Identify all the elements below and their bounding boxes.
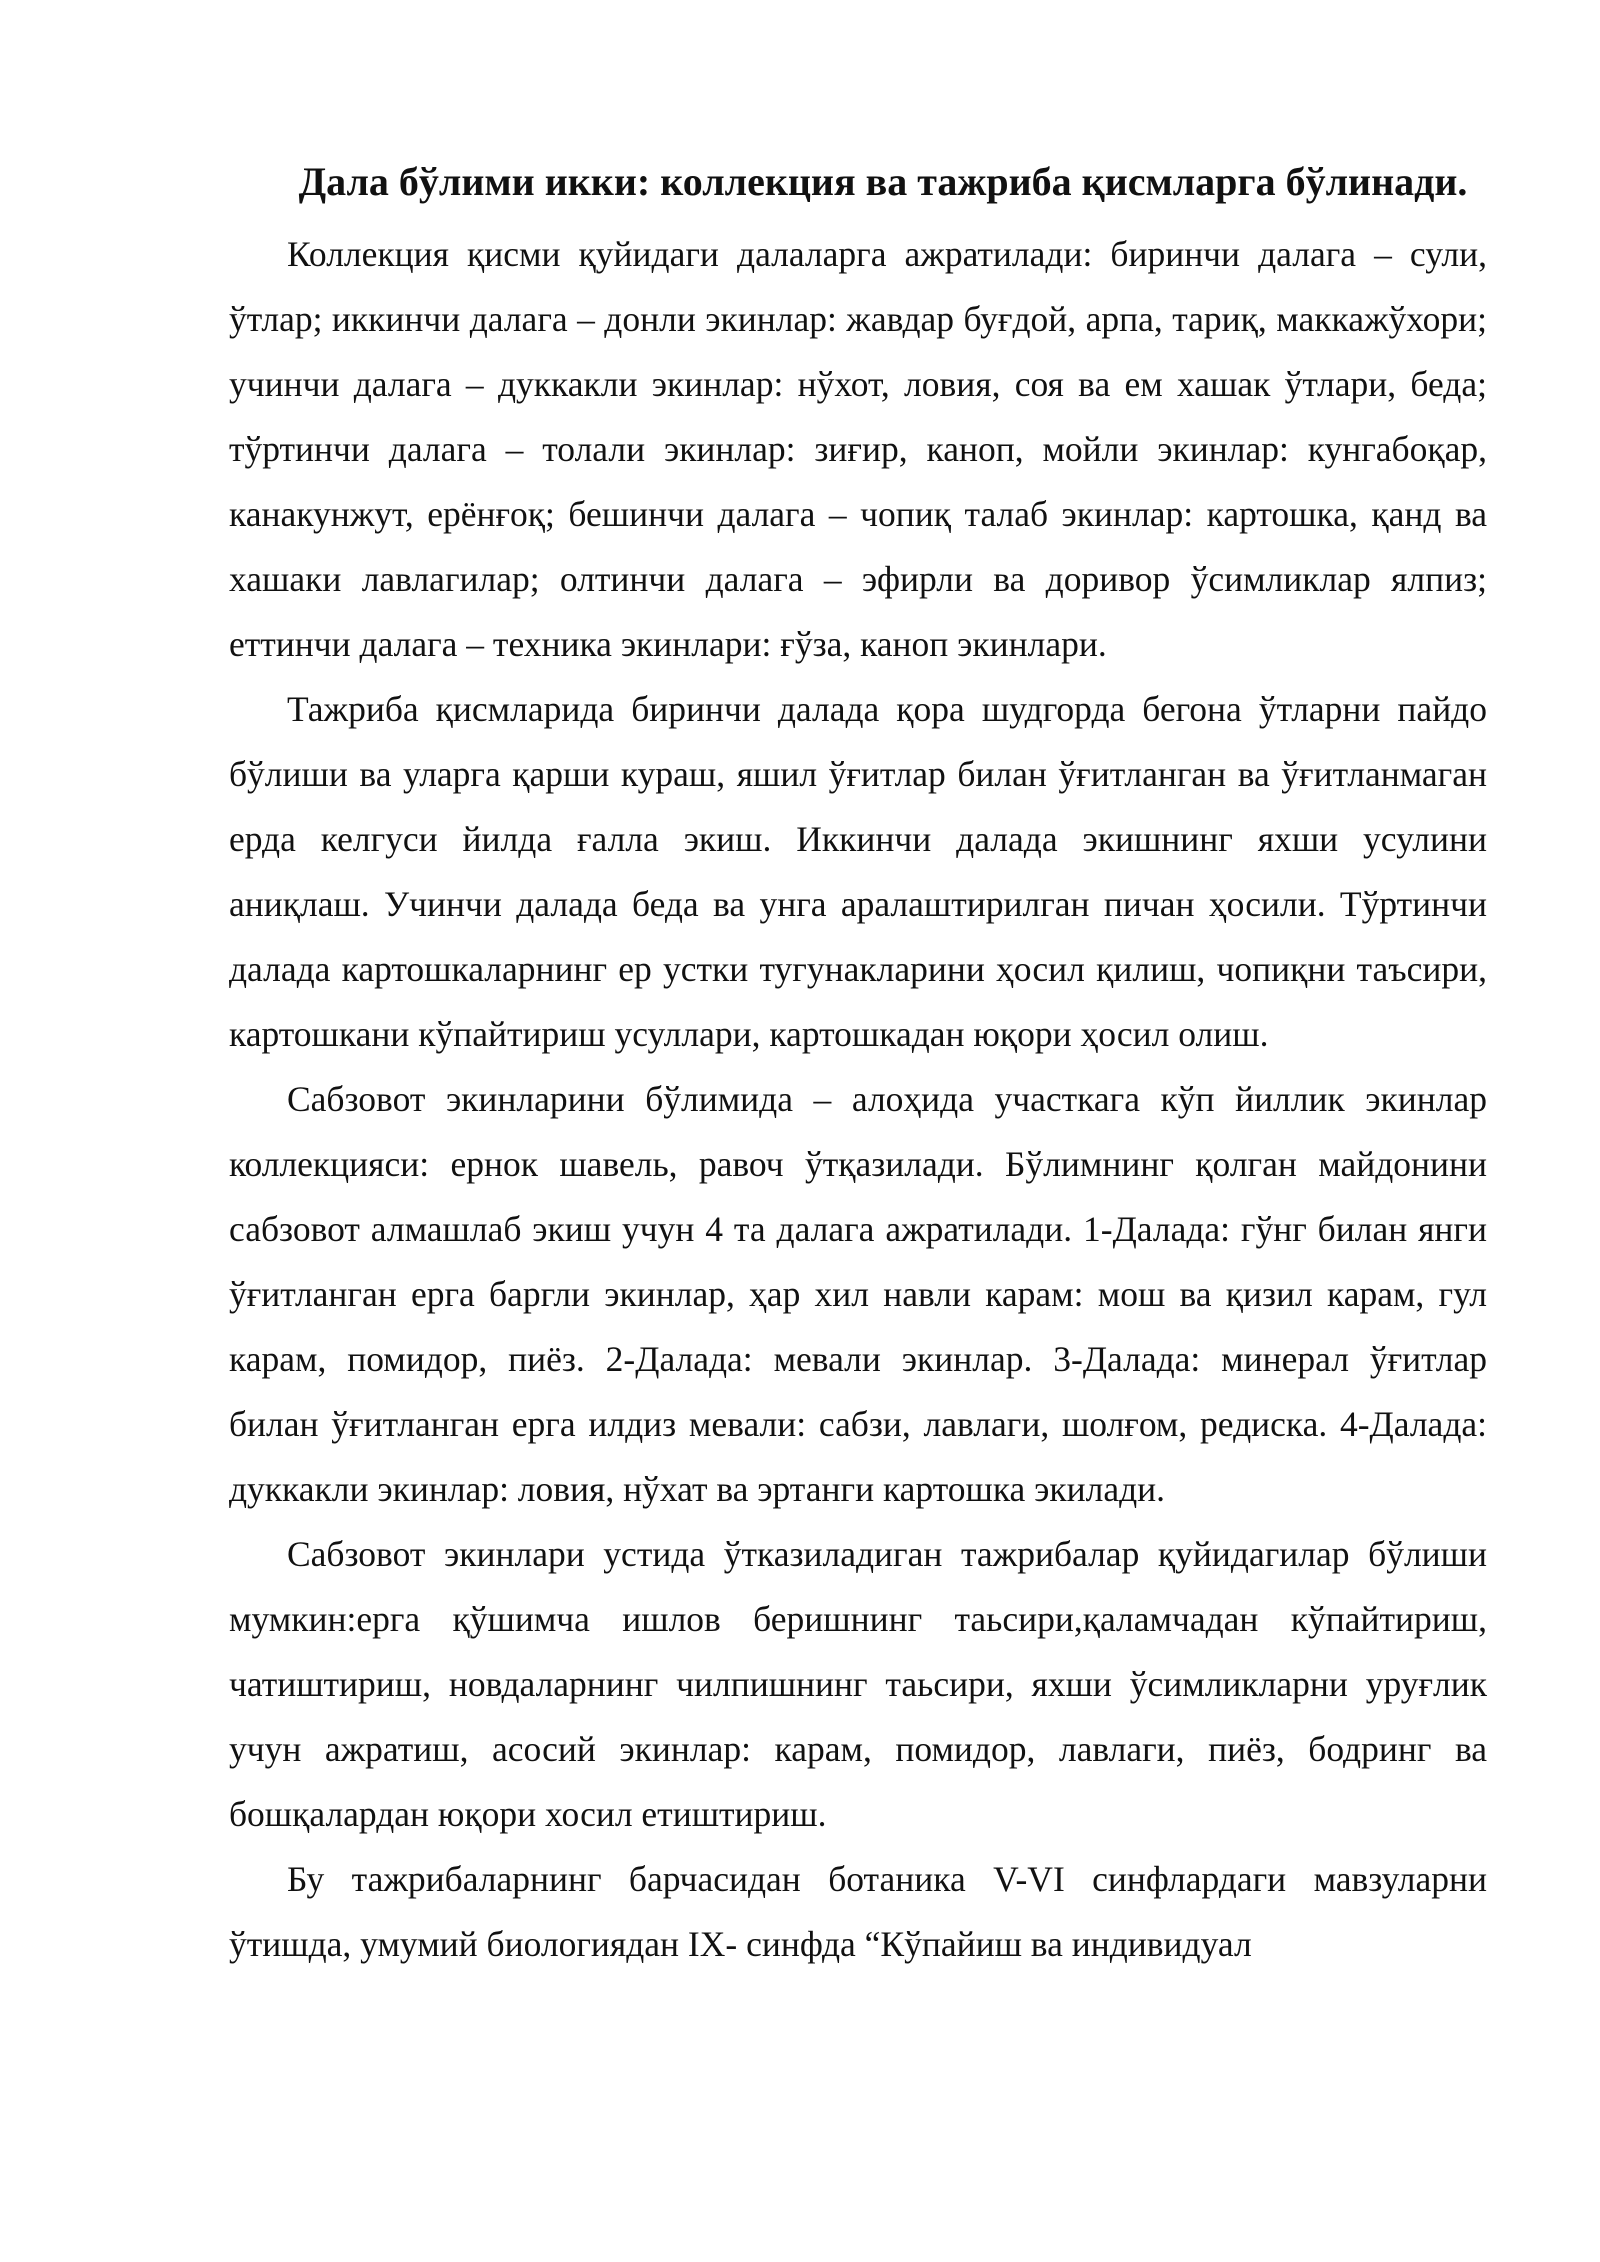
paragraph-collection-fields: Коллекция қисми қуйидаги далаларга ажратилади: биринчи далага – сули, ўтлар; иккинчи далага – донли экинлар: жавдар буғдой, арпа, тариқ, маккажўхори; учинчи далага – дуккакли экинлар: нўхот, ловия, соя ва ем хашак ўтлари, беда; тўртинчи далага – толали экинлар: зиғир, каноп, мойли экинлар: кунгабоқар, канакунжут, ерёнғоқ; бешинчи далага – чопиқ талаб экинлар: картошка, қанд ва хашаки лавлагилар; олтинчи далага – эфирли ва доривор ўсимликлар ялпиз; еттинчи далага – техника экинлари: ғўза, каноп экинлари. — [229, 234, 1487, 664]
document-body — [229, 148, 1487, 1977]
document-title: Дала бўлими икки: коллекция ва тажриба қисмларга бўлинади. — [298, 159, 1468, 204]
paragraph-experiment-fields: Тажриба қисмларида биринчи далада қора шудгорда бегона ўтларни пайдо бўлиши ва уларга қарши кураш, яшил ўғитлар билан ўғитланган ва ўғитланмаган ерда келгуси йилда ғалла экиш. Иккинчи далада экишнинг яхши усулини аниқлаш. Учинчи далада беда ва унга аралаштирилган пичан ҳосили. Тўртинчи далада картошкаларнинг ер устки тугунакларини ҳосил қилиш, чопиқни таъсири, картошкани кўпайтириш усуллари, картошкадан юқори ҳосил олиш. — [229, 689, 1487, 1054]
paragraph-vegetable-experiments: Сабзовот экинлари устида ўтказиладиган тажрибалар қуйидагилар бўлиши мумкин:ерга қўшимча ишлов беришнинг таьсири,қаламчадан кўпайтириш, чатиштириш, новдаларнинг чилпишнинг таьсири, яхши ўсимликларни уруғлик учун ажратиш, асосий экинлар: карам, помидор, лавлаги, пиёз, бодринг ва бошқалардан юқори хосил етиштириш. — [229, 1534, 1487, 1834]
paragraph-school-usage: Бу тажрибаларнинг барчасидан ботаника V-VI синфлардаги мавзуларни ўтишда, умумий биологиядан IX- синфда “Кўпайиш ва индивидуал — [229, 1859, 1487, 1964]
paragraph-vegetable-section: Сабзовот экинларини бўлимида – алоҳида участкага кўп йиллик экинлар коллекцияси: ернок шавель, равоч ўтқазилади. Бўлимнинг қолган майдонини сабзовот алмашлаб экиш учун 4 та далага ажратилади. 1-Далада: гўнг билан янги ўғитланган ерга баргли экинлар, ҳар хил навли карам: мош ва қизил карам, гул карам, помидор, пиёз. 2-Далада: мевали экинлар. 3-Далада: минерал ўғитлар билан ўғитланган ерга илдиз мевали: сабзи, лавлаги, шолғом, редиска. 4-Далада: дуккакли экинлар: ловия, нўхат ва эртанги картошка экилади. — [229, 1079, 1487, 1509]
